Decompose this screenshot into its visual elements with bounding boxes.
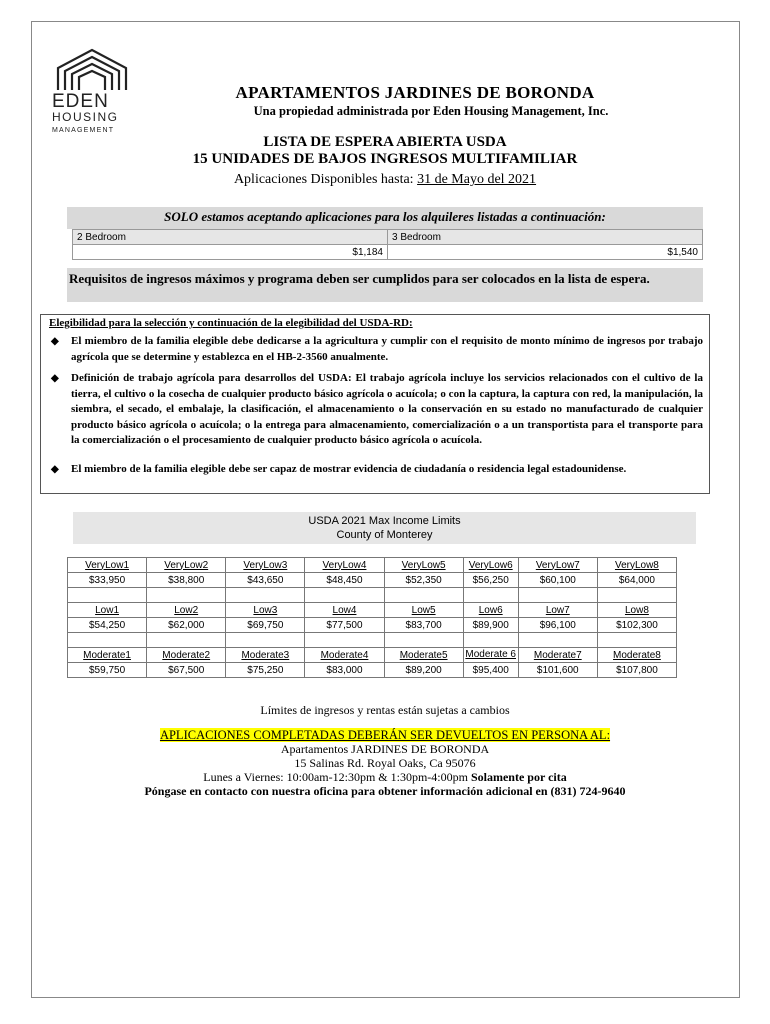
very-low-label: VeryLow6 [463, 558, 518, 573]
low-value: $96,100 [518, 618, 597, 633]
bullet-text: Definición de trabajo agrícola para desarrollos del USDA: El trabajo agrícola incluye los servicios relacionados con el cultivo de la tierra, el cultivo o la cosecha de cualquier producto básico agrícola o acuícola; o con la captura, la captura con red, la manipulación, la siembra, el secado, el embalaje, la clasificación, el almacenamiento o la conservación en su estado no manufacturado de cualquier producto básico agrícola o acuícola; o la entrega para almacenamiento, comercialización o a un transportista para el transporte para la comercialización o el procesamiento de cualquier producto básico agrícola o acuícola. [71, 372, 703, 446]
low-label: Low8 [597, 603, 676, 618]
property-address: 15 Salinas Rd. Royal Oaks, Ca 95076 [294, 756, 476, 770]
moderate-value: $75,250 [226, 663, 305, 678]
very-low-value: $43,650 [226, 573, 305, 588]
low-value: $102,300 [597, 618, 676, 633]
very-low-value: $33,950 [68, 573, 147, 588]
very-low-value: $60,100 [518, 573, 597, 588]
low-label: Low5 [384, 603, 463, 618]
very-low-value: $48,450 [305, 573, 384, 588]
very-low-value: $64,000 [597, 573, 676, 588]
table-row [68, 648, 677, 663]
moderate-value: $83,000 [305, 663, 384, 678]
property-name: Apartamentos JARDINES DE BORONDA [280, 742, 490, 756]
hours-text: Lunes a Viernes: 10:00am-12:30pm & 1:30pm-4:00pm [203, 770, 471, 784]
eligibility-bullet [49, 371, 703, 449]
moderate-value: $59,750 [68, 663, 147, 678]
diamond-bullet-icon: ◆ [51, 464, 59, 475]
low-label: Low2 [147, 603, 226, 618]
moderate-value: $67,500 [147, 663, 226, 678]
return-notice-highlight: APLICACIONES COMPLETADAS DEBERÁN SER DEVUELTOS EN PERSONA AL: [159, 728, 611, 742]
logo-management: MANAGEMENT [52, 127, 115, 134]
low-label: Low6 [463, 603, 518, 618]
moderate-value: $107,800 [597, 663, 676, 678]
return-notice [0, 728, 770, 742]
income-county: County of Monterey [336, 529, 433, 541]
very-low-label: VeryLow4 [305, 558, 384, 573]
table-row [68, 618, 677, 633]
table-row [68, 663, 677, 678]
rentals-banner: SOLO estamos aceptando aplicaciones para los alquileres listadas a continuación: [67, 207, 703, 229]
table-spacer-row [68, 588, 677, 603]
moderate-value: $101,600 [518, 663, 597, 678]
table-row [68, 558, 677, 573]
eligibility-bullet [49, 462, 703, 478]
very-low-value: $52,350 [384, 573, 463, 588]
bullet-text: El miembro de la familia elegible debe ser capaz de mostrar evidencia de ciudadanía o residencia legal estadounidense. [71, 463, 627, 475]
moderate-value: $95,400 [463, 663, 518, 678]
waitlist-title: LISTA DE ESPERA ABIERTA USDA [263, 134, 507, 150]
very-low-value: $38,800 [147, 573, 226, 588]
low-label: Low1 [68, 603, 147, 618]
very-low-label: VeryLow5 [384, 558, 463, 573]
bullet-text: El miembro de la familia elegible debe dedicarse a la agricultura y cumplir con el requisito de monto mínimo de ingresos por trabajo agrícola que se determine y establezca en el HB-2-3560 anualmente. [71, 335, 703, 363]
very-low-label: VeryLow2 [147, 558, 226, 573]
moderate-label: Moderate3 [226, 648, 305, 663]
low-value: $62,000 [147, 618, 226, 633]
very-low-label: VeryLow7 [518, 558, 597, 573]
low-label: Low3 [226, 603, 305, 618]
moderate-label: Moderate2 [147, 648, 226, 663]
moderate-label: Moderate1 [68, 648, 147, 663]
low-value: $54,250 [68, 618, 147, 633]
eligibility-box [40, 314, 710, 494]
moderate-label: Moderate7 [518, 648, 597, 663]
appointment-only: Solamente por cita [470, 770, 567, 784]
very-low-label: VeryLow3 [226, 558, 305, 573]
very-low-label: VeryLow1 [68, 558, 147, 573]
requirements-note: Requisitos de ingresos máximos y programa deben ser cumplidos para ser colocados en la lista de espera. [67, 268, 703, 302]
low-value: $83,700 [384, 618, 463, 633]
availability-prefix: Aplicaciones Disponibles hasta: [233, 172, 418, 187]
table-spacer-row [68, 633, 677, 648]
diamond-bullet-icon: ◆ [51, 373, 59, 384]
office-hours [0, 770, 770, 784]
moderate-label: Moderate 6 [463, 648, 518, 663]
rent-value: $1,184 [73, 245, 388, 260]
logo-housing: HOUSING [52, 110, 119, 124]
low-value: $77,500 [305, 618, 384, 633]
moderate-label: Moderate4 [305, 648, 384, 663]
income-title: USDA 2021 Max Income Limits [308, 515, 461, 527]
property-title: APARTAMENTOS JARDINES DE BORONDA [235, 83, 595, 102]
table-row [68, 603, 677, 618]
rent-col-label: 3 Bedroom [388, 230, 703, 245]
logo-eden: EDEN [52, 91, 109, 112]
very-low-label: VeryLow8 [597, 558, 676, 573]
availability-line [0, 172, 770, 188]
low-label: Low4 [305, 603, 384, 618]
low-label: Low7 [518, 603, 597, 618]
diamond-bullet-icon: ◆ [51, 336, 59, 347]
eligibility-bullet [49, 334, 703, 365]
low-value: $89,900 [463, 618, 518, 633]
moderate-value: $89,200 [384, 663, 463, 678]
eligibility-heading: Elegibilidad para la selección y continuación de la elegibilidad del USDA-RD: [49, 317, 413, 329]
rent-table [72, 229, 703, 260]
rent-value: $1,540 [388, 245, 703, 260]
availability-date: 31 de Mayo del 2021 [417, 172, 537, 187]
units-title: 15 UNIDADES DE BAJOS INGRESOS MULTIFAMILIAR [192, 151, 578, 167]
rent-col-label: 2 Bedroom [73, 230, 388, 245]
property-subtitle: Una propiedad administrada por Eden Housing Management, Inc. [253, 104, 609, 118]
table-row [68, 573, 677, 588]
contact-info: Póngase en contacto con nuestra oficina para obtener información adicional en (831) 724-9640 [144, 784, 626, 798]
moderate-label: Moderate5 [384, 648, 463, 663]
low-value: $69,750 [226, 618, 305, 633]
income-limits-table [67, 557, 677, 678]
moderate-label: Moderate8 [597, 648, 676, 663]
subject-to-change-note: Límites de ingresos y rentas están sujetas a cambios [260, 703, 510, 717]
very-low-value: $56,250 [463, 573, 518, 588]
income-limits-header [73, 512, 696, 544]
